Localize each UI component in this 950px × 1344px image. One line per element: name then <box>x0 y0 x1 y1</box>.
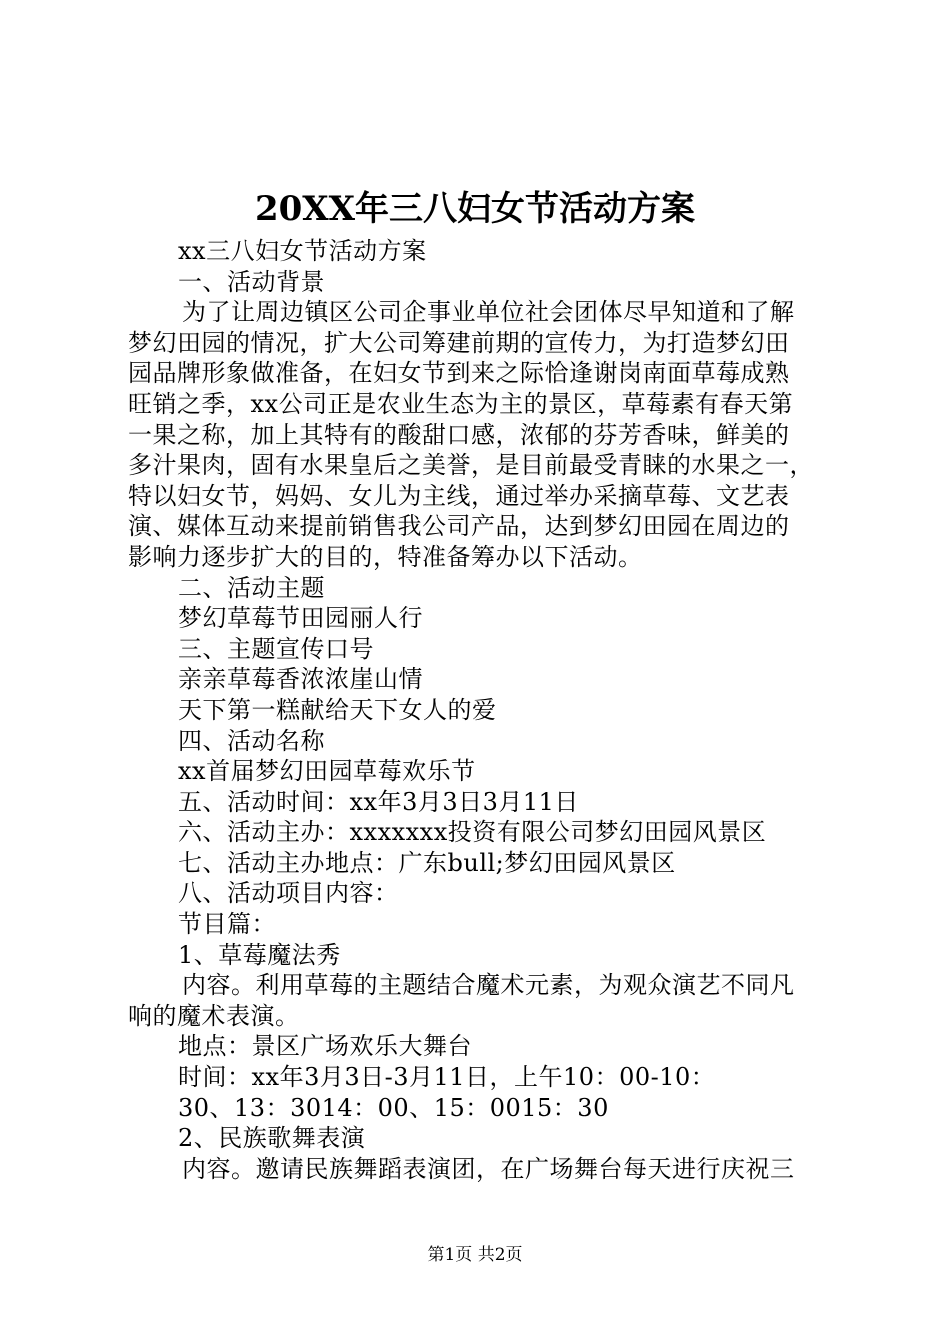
paragraph-line: 多汁果肉，固有水果皇后之美誉，是目前最受青睐的水果之一， <box>128 451 814 480</box>
page-footer: 第1页 共2页 <box>427 1245 523 1265</box>
paragraph-line: 一、活动背景 <box>178 267 325 296</box>
document-body <box>128 236 840 1184</box>
paragraph-line: 亲亲草莓香浓浓崖山情 <box>178 665 423 694</box>
paragraph-line: 1、草莓魔法秀 <box>178 940 341 969</box>
paragraph-line: 旺销之季，xx公司正是农业生态为主的景区，草莓素有春天第 <box>128 389 794 418</box>
paragraph-line: 演、媒体互动来提前销售我公司产品，达到梦幻田园在周边的 <box>128 512 790 541</box>
paragraph-line: 2、民族歌舞表演 <box>178 1124 366 1153</box>
paragraph-line: 内容。邀请民族舞蹈表演团，在广场舞台每天进行庆祝三 <box>182 1154 795 1183</box>
paragraph-line: 特以妇女节，妈妈、女儿为主线，通过举办采摘草莓、文艺表 <box>128 481 790 510</box>
paragraph-line: xx首届梦幻田园草莓欢乐节 <box>178 757 476 786</box>
paragraph-line: 三、主题宣传口号 <box>178 634 374 663</box>
paragraph-line: 八、活动项目内容： <box>178 879 399 908</box>
paragraph-line: 四、活动名称 <box>178 726 325 755</box>
paragraph-line: 时间：xx年3月3日-3月11日，上午10：00-10： <box>178 1063 716 1092</box>
paragraph-line: 30、13：3014：00、15：0015：30 <box>178 1093 609 1122</box>
paragraph-line: 七、活动主办地点：广东bull;梦幻田园风景区 <box>178 848 676 877</box>
paragraph-line: 梦幻田园的情况，扩大公司筹建前期的宣传力，为打造梦幻田 <box>128 328 790 357</box>
paragraph-line: 梦幻草莓节田园丽人行 <box>178 604 423 633</box>
paragraph-line: 一果之称，加上其特有的酸甜口感，浓郁的芬芳香味，鲜美的 <box>128 420 790 449</box>
paragraph-line: 园品牌形象做准备，在妇女节到来之际恰逢谢岗南面草莓成熟 <box>128 359 790 388</box>
paragraph-line: 六、活动主办：xxxxxxx投资有限公司梦幻田园风景区 <box>178 818 767 847</box>
paragraph-line: 地点：景区广场欢乐大舞台 <box>178 1032 472 1061</box>
paragraph-line: 天下第一糕献给天下女人的爱 <box>178 695 497 724</box>
paragraph-line: 五、活动时间：xx年3月3日3月11日 <box>178 787 579 816</box>
paragraph-line: 响的魔术表演。 <box>128 1001 300 1030</box>
paragraph-line: 节目篇： <box>178 910 276 939</box>
paragraph-line: 为了让周边镇区公司企事业单位社会团体尽早知道和了解 <box>182 298 795 327</box>
paragraph-line: xx三八妇女节活动方案 <box>178 237 427 265</box>
paragraph-line: 影响力逐步扩大的目的，特准备筹办以下活动。 <box>128 542 643 571</box>
paragraph-line: 二、活动主题 <box>178 573 325 602</box>
paragraph-line: 内容。利用草莓的主题结合魔术元素，为观众演艺不同凡 <box>182 971 795 1000</box>
document-title: 20XX年三八妇女节活动方案 <box>254 189 696 229</box>
